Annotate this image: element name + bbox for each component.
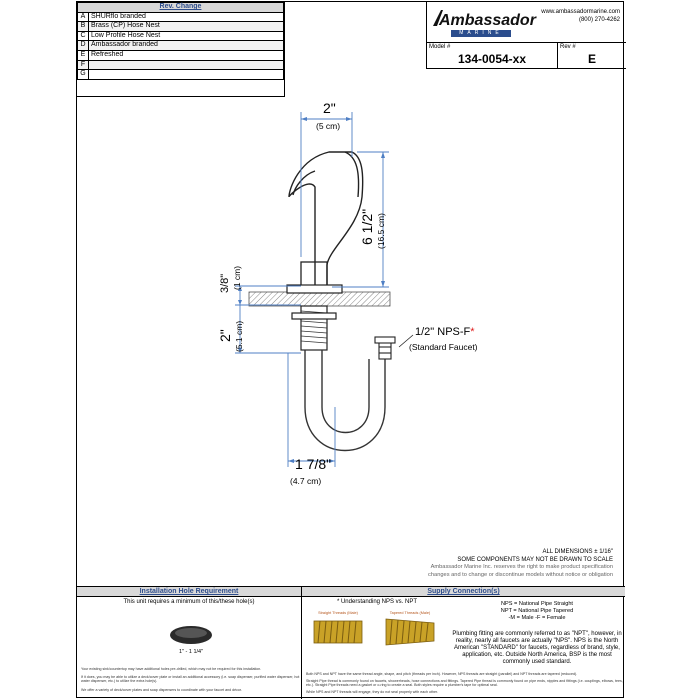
thread-definitions: NPS = National Pipe Straight NPT = National Pipe Tapered -M = Male -F = Female [500, 601, 574, 621]
info-panels [77, 586, 625, 700]
dim-height-metric: (16.5 cm) [376, 213, 386, 249]
mounting-nut [292, 313, 336, 319]
nps-npt-link[interactable]: * Understanding NPS vs. NPT [336, 599, 418, 605]
dim-loop-width: 1 7/8" [295, 456, 332, 472]
sprayer-head [289, 152, 363, 287]
straight-thread: Straight Threads (Male) [312, 617, 364, 647]
contact-info [541, 8, 620, 24]
installation-header: Installation Hole Requirement [77, 587, 301, 597]
hose-inner [322, 350, 369, 433]
supply-header: Supply Connection(s) [302, 587, 625, 597]
revision-row: G [78, 70, 284, 80]
faucet-drawing [77, 97, 625, 557]
dim-deck-metric: (1 cm) [232, 265, 242, 290]
revision-row: A SHURflo branded [78, 12, 284, 22]
dimension-notes: ALL DIMENSIONS ± 1/16" SOME COMPONENTS MAY NOT BE DRAWN TO SCALE Ambassador Marine Inc. reserves the right to make product specification changes and to change or discontinue models without notice or obligation [428, 549, 613, 578]
hole-size: 1" - 1 1/4" [178, 649, 204, 655]
dim-deck: 3/8" [219, 273, 231, 293]
model-cell: Model # 134-0054-xx [427, 43, 558, 69]
revision-row: C Low Profile Hose Nest [78, 31, 284, 41]
dim-shank-metric: (5.1 cm) [234, 320, 244, 352]
tapered-thread-icon [384, 617, 436, 647]
phone: (800) 270-4262 [578, 17, 620, 23]
revision-header: Rev. Change [78, 3, 284, 13]
stem [301, 262, 327, 287]
thread-spec: 1/2" NPS-F* [415, 326, 475, 338]
dim-head-width-metric: (5 cm) [316, 121, 341, 131]
revision-table [77, 2, 284, 80]
straight-thread-icon [312, 617, 364, 647]
nps-explanation: Plumbing fitting are commonly referred to as "NPT", however, in reality, nearly all faucets are actually "NPS". NPS is the North American "STANDARD" for faucets, regardless of brand, style, application, etc. Outside North America, BSP is the most commonly used standard. [452, 631, 622, 665]
drawing-sheet [76, 1, 624, 698]
hose-outer [305, 350, 385, 451]
revision-row: F [78, 60, 284, 70]
dim-height: 6 1/2" [359, 208, 375, 245]
rev-cell: Rev # E [558, 43, 626, 69]
tapered-thread: Tapered Threads (Male) [384, 617, 436, 647]
dim-head-width: 2" [323, 100, 336, 116]
technical-drawing [77, 97, 625, 557]
thread-note: (Standard Faucet) [409, 342, 478, 352]
rev-value: E [587, 52, 596, 66]
installation-requirement: This unit requires a minimum of this/these hole(s) [123, 599, 255, 605]
title-block [426, 2, 626, 69]
supply-panel: Supply Connection(s) * Understanding NPS vs. NPT Straight Threads (Male) Tapered Threads (Male) NPS = National Pipe Straight NPT = National Pipe Tapered -M = Male -F = Female Plumbing fitting are commonly referred to as "NPT", however, in reality, nearly all faucets are actually "NPS". NPS is the North American "STANDARD" for faucets, regardless of brand, style, application, etc. Outside North America, BSP is the most commonly used standard. Both NPS and NPT have the same thread angle, shape, and pitch (threads per inch). However, NPS threads are straight (parallel) and NPT threads are tapered (reduced). Straight Pipe thread is commonly found on faucets, showerheads, hose connections and fittings. Tapered Pipe thread is commonly found on pipe ends, nipples and fittings (i.e. couplings, elbows, tees, etc.). Straight Pipe threads need a gasket or o-ring to create a seal. Both styles require a plumber's tape for optimal seal. While NPS and NPT threads will engage, they do not seal properly with each other. [302, 587, 625, 699]
supply-fitting [375, 337, 395, 359]
countertop [249, 292, 390, 306]
dim-shank: 2" [217, 329, 233, 342]
dim-loop-width-metric: (4.7 cm) [290, 476, 322, 486]
model-number: 134-0054-xx [457, 52, 527, 66]
installation-panel: Installation Hole Requirement This unit requires a minimum of this/these hole(s) 1" - 1 1/4" Your existing sink/countertop may have additional holes pre-drilled, which may not be required for this installation. If it does, you may be able to utilize a deck/cover plate or install an additional accessory (i.e. soap dispenser, purified water dispenser, hot water dispenser, etc.) to utilize the extra hole(s). We offer a variety of deck/cover plates and soap dispensers to coordinate with your faucet and décor. [77, 587, 302, 699]
website[interactable]: www.ambassadormarine.com [541, 9, 620, 15]
revision-row: B Brass (CP) Hose Nest [78, 22, 284, 32]
brand-logo: Ambassador MARINE [431, 8, 519, 38]
revision-row: D Ambassador branded [78, 41, 284, 51]
hole-icon [169, 625, 213, 645]
revision-row: E Refreshed [78, 50, 284, 60]
